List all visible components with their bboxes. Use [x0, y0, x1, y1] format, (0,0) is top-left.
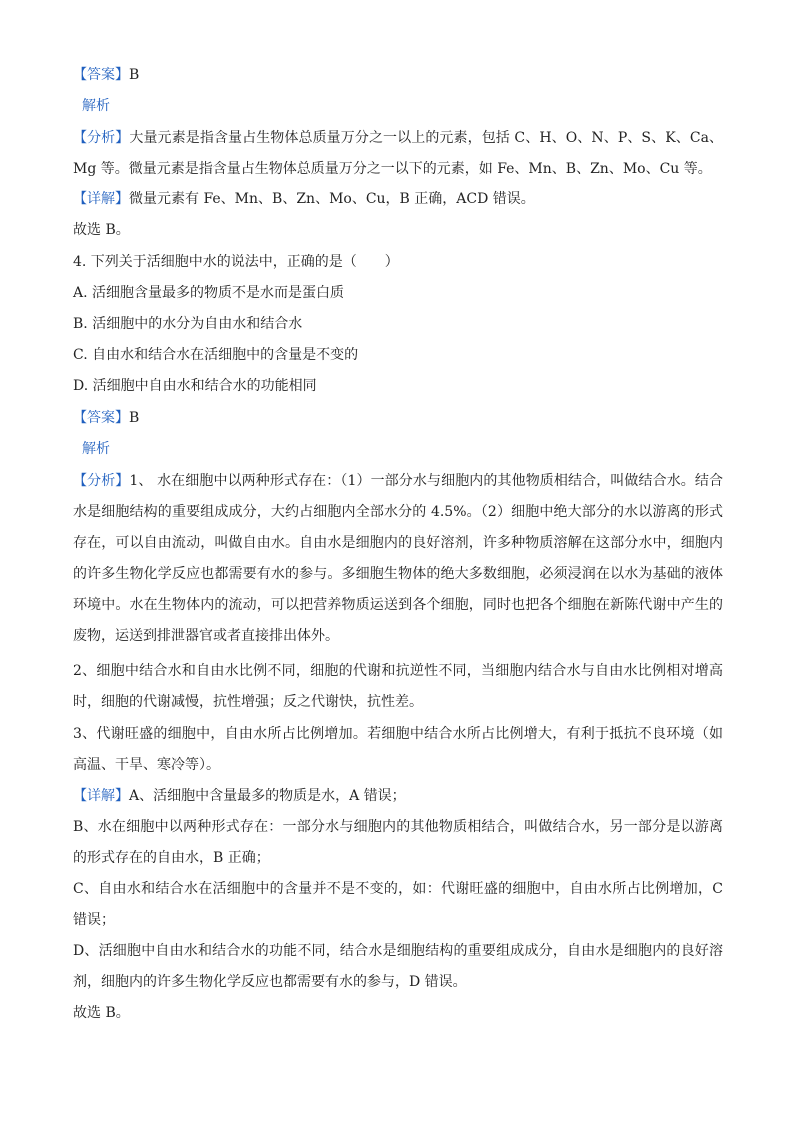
fenxi-point-2: 2、细胞中结合水和自由水比例不同，细胞的代谢和抗逆性不同，当细胞内结合水与自由水比例相对增高时，细胞的代谢减慢，抗性增强；反之代谢快，抗性差。: [73, 663, 723, 710]
choose-line-1: 故选 B。: [73, 222, 130, 238]
detail-option-d: D、活细胞中自由水和结合水的功能不同，结合水是细胞结构的重要组成成分，自由水是细胞内的良好溶剂，细胞内的许多生物化学反应也都需要有水的参与，D 错误。: [73, 943, 723, 990]
detail-line-1: [73, 189, 535, 209]
answer-line-1: [73, 65, 139, 85]
option-a: A. 活细胞含量最多的物质不是水而是蛋白质: [73, 285, 345, 301]
fenxi-paragraph-2: 【分析】1、 水在细胞中以两种形式存在：（1）一部分水与细胞内的其他物质相结合，叫做结合水。结合水是细胞结构的重要组成成分，大约占细胞内全部水分的 4.5%。（2）细胞中绝大部分的水以游离的形式存在，可以自由流动，叫做自由水。自由水是细胞内的良好溶剂，许多种物质溶解在这部分水中，细胞内的许多生物化学反应也都需要有水的参与。多细胞生物体的绝大多数细胞，必须浸润在以水为基础的液体环境中。水在生物体内的流动，可以把营养物质运送到各个细胞，同时也把各个细胞在新陈代谢中产生的废物，运送到排泄器官或者直接排出体外。: [73, 473, 723, 644]
answer-value: B: [129, 67, 140, 83]
fenxi-point-3: 3、代谢旺盛的细胞中，自由水所占比例增加。若细胞中结合水所占比例增大，有利于抵抗不良环境（如高温、干旱、寒冷等）。: [73, 726, 723, 773]
answer-line-2: 【答案】B: [73, 410, 140, 426]
question-stem: 4. 下列关于活细胞中水的说法中，正确的是（ ）: [73, 254, 399, 270]
detail-tag: 【详解】: [73, 191, 129, 207]
detail-text: 微量元素有 Fe、Mn、B、Zn、Mo、Cu，B 正确，ACD 错误。: [129, 191, 535, 207]
fenxi-tag: 【分析】: [73, 130, 130, 146]
analysis-heading-1: 解析: [82, 98, 110, 114]
detail-line-2: 【详解】A、活细胞中含量最多的物质是水，A 错误；: [73, 788, 406, 804]
fenxi-paragraph-1: [73, 123, 723, 185]
option-c: C. 自由水和结合水在活细胞中的含量是不变的: [73, 347, 359, 363]
option-d: D. 活细胞中自由水和结合水的功能相同: [73, 378, 317, 394]
option-b: B. 活细胞中的水分为自由水和结合水: [73, 316, 303, 332]
answer-tag: 【答案】: [73, 67, 129, 83]
choose-line-2: 故选 B。: [73, 1005, 130, 1021]
fenxi-text: 大量元素是指含量占生物体总质量万分之一以上的元素，包括 C、H、O、N、P、S、K、Ca、Mg 等。微量元素是指含量占生物体总质量万分之一以下的元素，如 Fe、Mn、B、Zn、Mo、Cu 等。: [73, 130, 724, 177]
detail-option-b: B、水在细胞中以两种形式存在：一部分水与细胞内的其他物质相结合，叫做结合水，另一部分是以游离的形式存在的自由水，B 正确；: [73, 819, 723, 866]
detail-option-c: C、自由水和结合水在活细胞中的含量并不是不变的，如：代谢旺盛的细胞中，自由水所占比例增加，C 错误；: [73, 881, 723, 928]
analysis-heading-2: 解析: [82, 441, 110, 457]
